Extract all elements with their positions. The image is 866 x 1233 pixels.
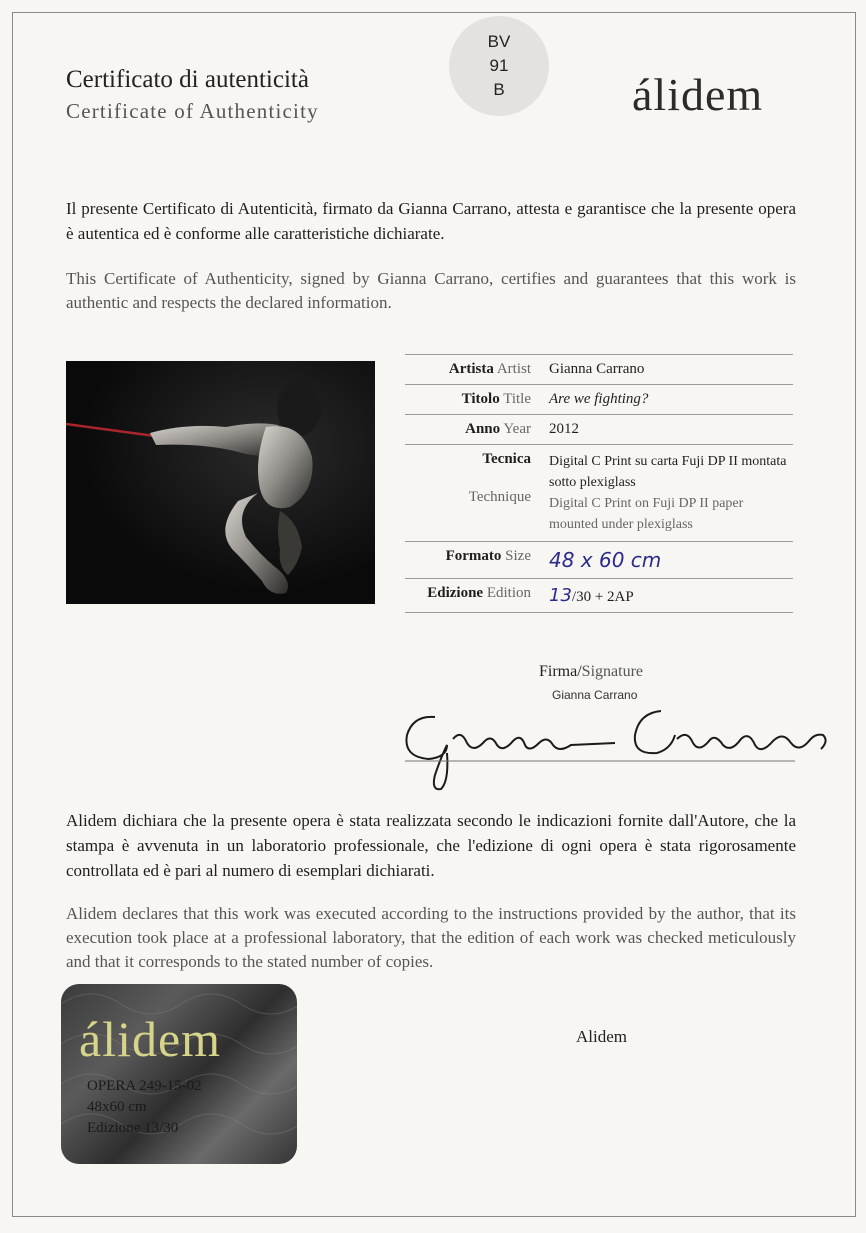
detail-row-year <box>405 415 793 445</box>
artist-value: Gianna Carrano <box>549 355 793 385</box>
artwork-photo <box>66 361 375 604</box>
hologram-seal <box>61 984 297 1164</box>
artist-label: Artista Artist <box>405 355 549 385</box>
size-value: 48 x 60 cm <box>549 542 793 579</box>
title-english: Certificate of Authenticity <box>66 99 319 123</box>
title-label: Titolo Title <box>405 385 549 415</box>
stamp-line: 91 <box>489 56 509 75</box>
handwritten-signature <box>395 695 835 800</box>
signature-drawing <box>395 695 835 795</box>
intro-italian: Il presente Certificato di Autenticità, firmato da Gianna Carrano, attesta e garantisce che la presente opera è autentica ed è conforme alle caratteristiche dichiarate. <box>66 199 796 243</box>
signer-name: Gianna Carrano <box>552 688 638 702</box>
detail-row-title <box>405 385 793 415</box>
detail-row-edition <box>405 579 793 613</box>
hologram-line: OPERA 249-15-02 <box>87 1078 202 1094</box>
stamp-line: BV <box>487 32 511 51</box>
alidem-signature-label: Alidem <box>576 1027 627 1046</box>
signature-label: Firma/Signature <box>539 663 643 680</box>
edition-value: 13/30 + 2AP <box>549 579 793 613</box>
hologram-text <box>87 1076 202 1139</box>
detail-row-technique <box>405 445 793 542</box>
alidem-logo: álidem <box>632 69 764 120</box>
declaration-italian: Alidem dichiara che la presente opera è stata realizzata secondo le indicazioni fornite dall'Autore, che la stampa è avvenuta in un laboratorio professionale, che l'edizione di ogni opera è stata rigorosamente controllata ed è pari al numero di esemplari dichiarati. <box>66 811 796 880</box>
artwork-image <box>66 361 375 604</box>
detail-row-artist <box>405 355 793 385</box>
hologram-line: Edizione 13/30 <box>87 1120 179 1136</box>
title-value: Are we fighting? <box>549 385 793 415</box>
hologram-logo: álidem <box>79 1011 222 1067</box>
stamp-line: B <box>493 80 505 99</box>
technique-value: Digital C Print su carta Fuji DP II montata sotto plexiglass Digital C Print on Fuji DP II paper mounted under plexiglass <box>549 445 793 542</box>
intro-english: This Certificate of Authenticity, signed by Gianna Carrano, certifies and guarantees that this work is authentic and respects the declared information. <box>66 269 796 312</box>
declaration-english: Alidem declares that this work was executed according to the instructions provided by the author, that its execution took place at a professional laboratory, that the edition of each work was checked meticulously and that it corresponds to the stated number of copies. <box>66 904 796 971</box>
inventory-stamp <box>449 16 549 116</box>
year-value: 2012 <box>549 415 793 445</box>
artwork-details-table <box>405 354 793 613</box>
edition-label: Edizione Edition <box>405 579 549 613</box>
size-label: Formato Size <box>405 542 549 579</box>
technique-label: Tecnica Technique <box>405 445 549 542</box>
title-italian: Certificato di autenticità <box>66 66 309 93</box>
hologram-line: 48x60 cm <box>87 1099 147 1115</box>
detail-row-size <box>405 542 793 579</box>
year-label: Anno Year <box>405 415 549 445</box>
